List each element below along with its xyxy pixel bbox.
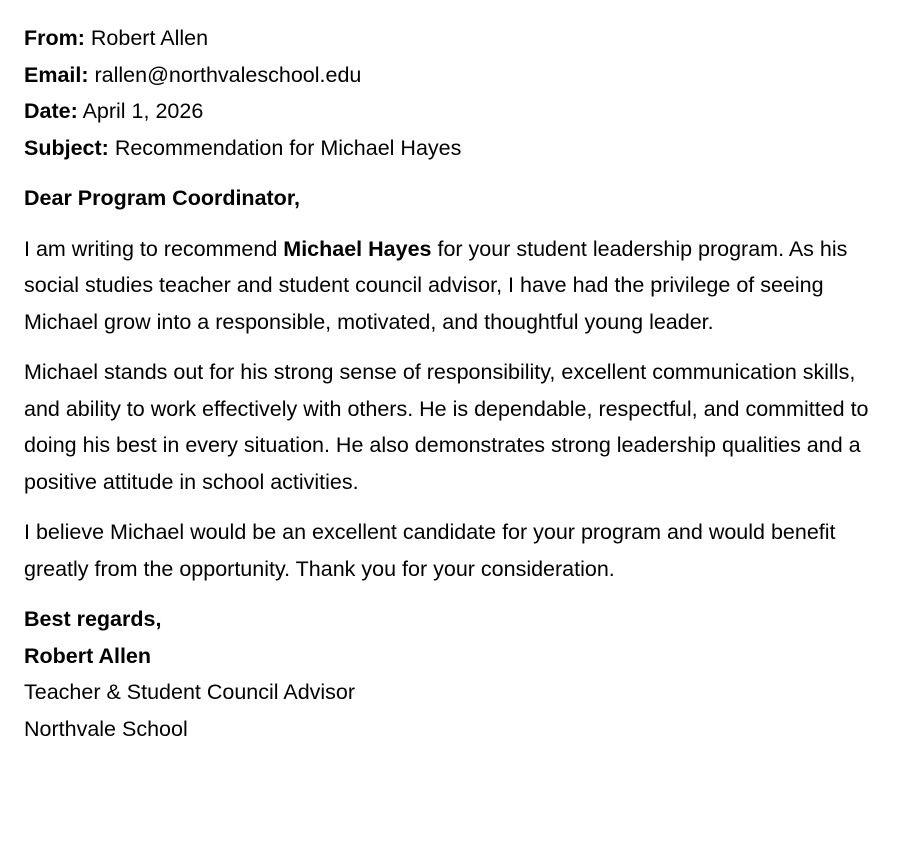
letter-header <box>24 20 874 166</box>
date-line <box>24 93 874 130</box>
signature-school: Northvale School <box>24 716 188 741</box>
email-label: Email: <box>24 62 89 87</box>
email-value: rallen@northvaleschool.edu <box>94 62 362 87</box>
from-line <box>24 20 874 57</box>
p1-rest: for your student leadership program. As his social studies teacher and student council advisor, I have had the privilege of seeing Michael grow into a responsible, motivated, and thoughtful young leader. <box>24 236 848 334</box>
signature-title: Teacher & Student Council Advisor <box>24 680 356 704</box>
date-value: April 1, 2026 <box>82 99 204 123</box>
subject-label: Subject: <box>24 135 109 160</box>
subject-line <box>24 130 874 167</box>
closing-regards: Best regards, <box>24 607 162 631</box>
letter-closing <box>24 601 874 747</box>
spacer <box>24 166 874 180</box>
body-paragraph-3: I believe Michael would be an excellent candidate for your program and would benefit greatly from the opportunity. Thank you for your consideration. <box>24 520 836 581</box>
email-line <box>24 57 874 94</box>
body-paragraph-1 <box>24 231 874 341</box>
salutation: Dear Program Coordinator, <box>24 186 300 210</box>
letter-document <box>24 20 874 747</box>
body-paragraph-2: Michael stands out for his strong sense of responsibility, excellent communication skills, and ability to work effectively with others. He is dependable, respectful, and committed to doing his best in every situation. He also demonstrates strong leadership qualities and a positive attitude in school activities. <box>24 360 869 494</box>
subject-value: Recommendation for Michael Hayes <box>114 135 462 160</box>
from-value: Robert Allen <box>90 26 209 50</box>
from-label: From: <box>24 26 85 50</box>
signature-name: Robert Allen <box>24 643 152 668</box>
candidate-name: Michael Hayes <box>283 236 432 261</box>
date-label: Date: <box>24 99 78 123</box>
p1-intro: I am writing to recommend <box>24 236 278 261</box>
